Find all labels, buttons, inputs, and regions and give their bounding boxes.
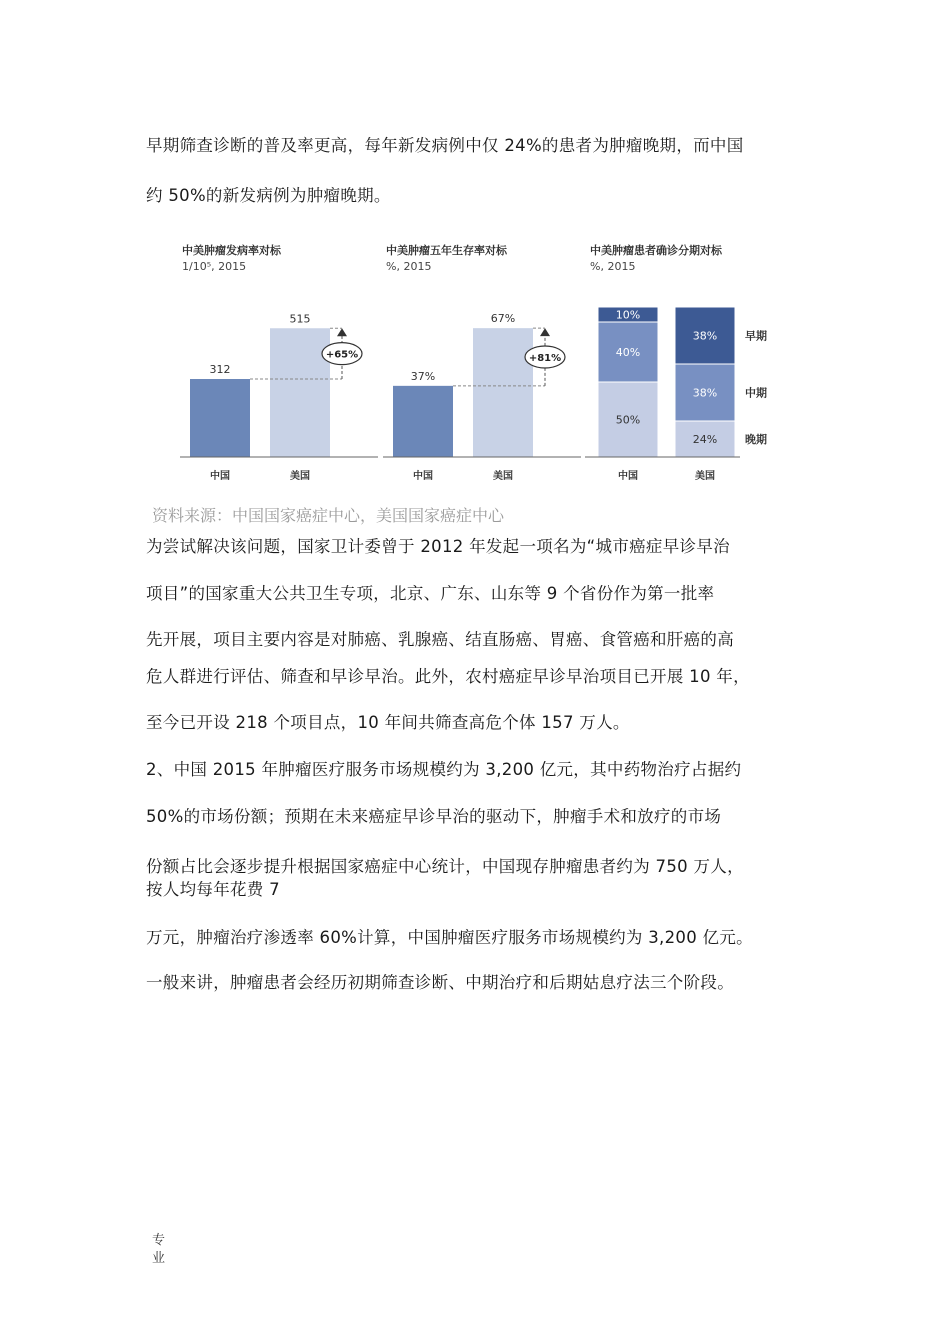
chart-unit: 1/10⁵, 2015 xyxy=(182,260,247,273)
bar xyxy=(393,386,453,457)
data-label: 50% xyxy=(615,413,641,427)
stage-chart xyxy=(585,295,785,495)
category-label: 美国 xyxy=(695,471,715,482)
category-label: 中国 xyxy=(413,471,433,482)
bar xyxy=(473,328,533,457)
chart-title: 中美肿瘤五年生存率对标 xyxy=(386,244,507,257)
chart-title: 中美肿瘤患者确诊分期对标 xyxy=(590,244,722,257)
text-line: 万元，肿瘤治疗渗透率 60%计算，中国肿瘤医疗服务市场规模约为 3,200 亿元。 xyxy=(146,928,753,947)
category-label: 中国 xyxy=(210,471,230,482)
text-line: 为尝试解决该问题，国家卫计委曾于 2012 年发起一项名为“城市癌症早诊早治 xyxy=(146,537,730,556)
footer-char: 专 xyxy=(152,1233,166,1248)
chart-title: 中美肿瘤发病率对标 xyxy=(182,244,281,257)
source-note: 资料来源：中国国家癌症中心，美国国家癌症中心 xyxy=(152,506,505,525)
data-label: 10% xyxy=(615,308,641,322)
category-label: 美国 xyxy=(290,471,310,482)
text-line: 约 50%的新发病例为肿瘤晚期。 xyxy=(146,186,391,205)
text-line: 50%的市场份额；预期在未来癌症早诊早治的驱动下，肿瘤手术和放疗的市场 xyxy=(146,807,722,826)
chart-unit: %, 2015 xyxy=(386,260,432,273)
data-label: 40% xyxy=(615,346,641,359)
legend-label: 早期 xyxy=(745,329,767,343)
footer-char: 业 xyxy=(152,1251,166,1266)
category-label: 美国 xyxy=(493,471,513,482)
data-label: 38% xyxy=(692,386,718,400)
data-label: 67% xyxy=(490,312,516,326)
survival-chart xyxy=(383,295,583,495)
annotation-label: +81% xyxy=(528,353,562,364)
text-line: 按人均每年花费 7 xyxy=(146,880,280,899)
text-line: 一般来讲，肿瘤患者会经历初期筛查诊断、中期治疗和后期姑息疗法三个阶段。 xyxy=(146,973,734,992)
data-label: 38% xyxy=(692,329,718,343)
data-label: 37% xyxy=(410,369,436,383)
text-line: 早期筛查诊断的普及率更高，每年新发病例中仅 24%的患者为肿瘤晚期，而中国 xyxy=(146,136,744,155)
footer-label xyxy=(152,1232,165,1268)
text-line: 危人群进行评估、筛查和早诊早治。此外，农村癌症早诊早治项目已开展 10 年， xyxy=(146,667,750,686)
text-line: 先开展，项目主要内容是对肺癌、乳腺癌、结直肠癌、胃癌、食管癌和肝癌的高 xyxy=(146,630,734,649)
data-label: 24% xyxy=(692,433,718,446)
annotation-label: +65% xyxy=(325,349,359,361)
text-line: 项目”的国家重大公共卫生专项，北京、广东、山东等 9 个省份作为第一批率 xyxy=(146,584,715,603)
data-label: 312 xyxy=(209,363,231,376)
chart-unit: %, 2015 xyxy=(590,260,636,273)
incidence-chart xyxy=(180,295,380,495)
arrow-head xyxy=(540,328,550,336)
text-line: 份额占比会逐步提升根据国家癌症中心统计，中国现存肿瘤患者约为 750 万人， xyxy=(146,857,744,876)
data-label: 515 xyxy=(289,312,311,326)
category-label: 中国 xyxy=(618,471,638,482)
legend-label: 晚期 xyxy=(745,433,767,446)
text-line: 2、中国 2015 年肿瘤医疗服务市场规模约为 3,200 亿元，其中药物治疗占据约 xyxy=(146,760,742,779)
arrow-head xyxy=(337,328,347,336)
legend-label: 中期 xyxy=(745,386,767,400)
bar xyxy=(190,379,250,457)
text-line: 至今已开设 218 个项目点，10 年间共筛查高危个体 157 万人。 xyxy=(146,713,630,732)
bar xyxy=(270,328,330,457)
